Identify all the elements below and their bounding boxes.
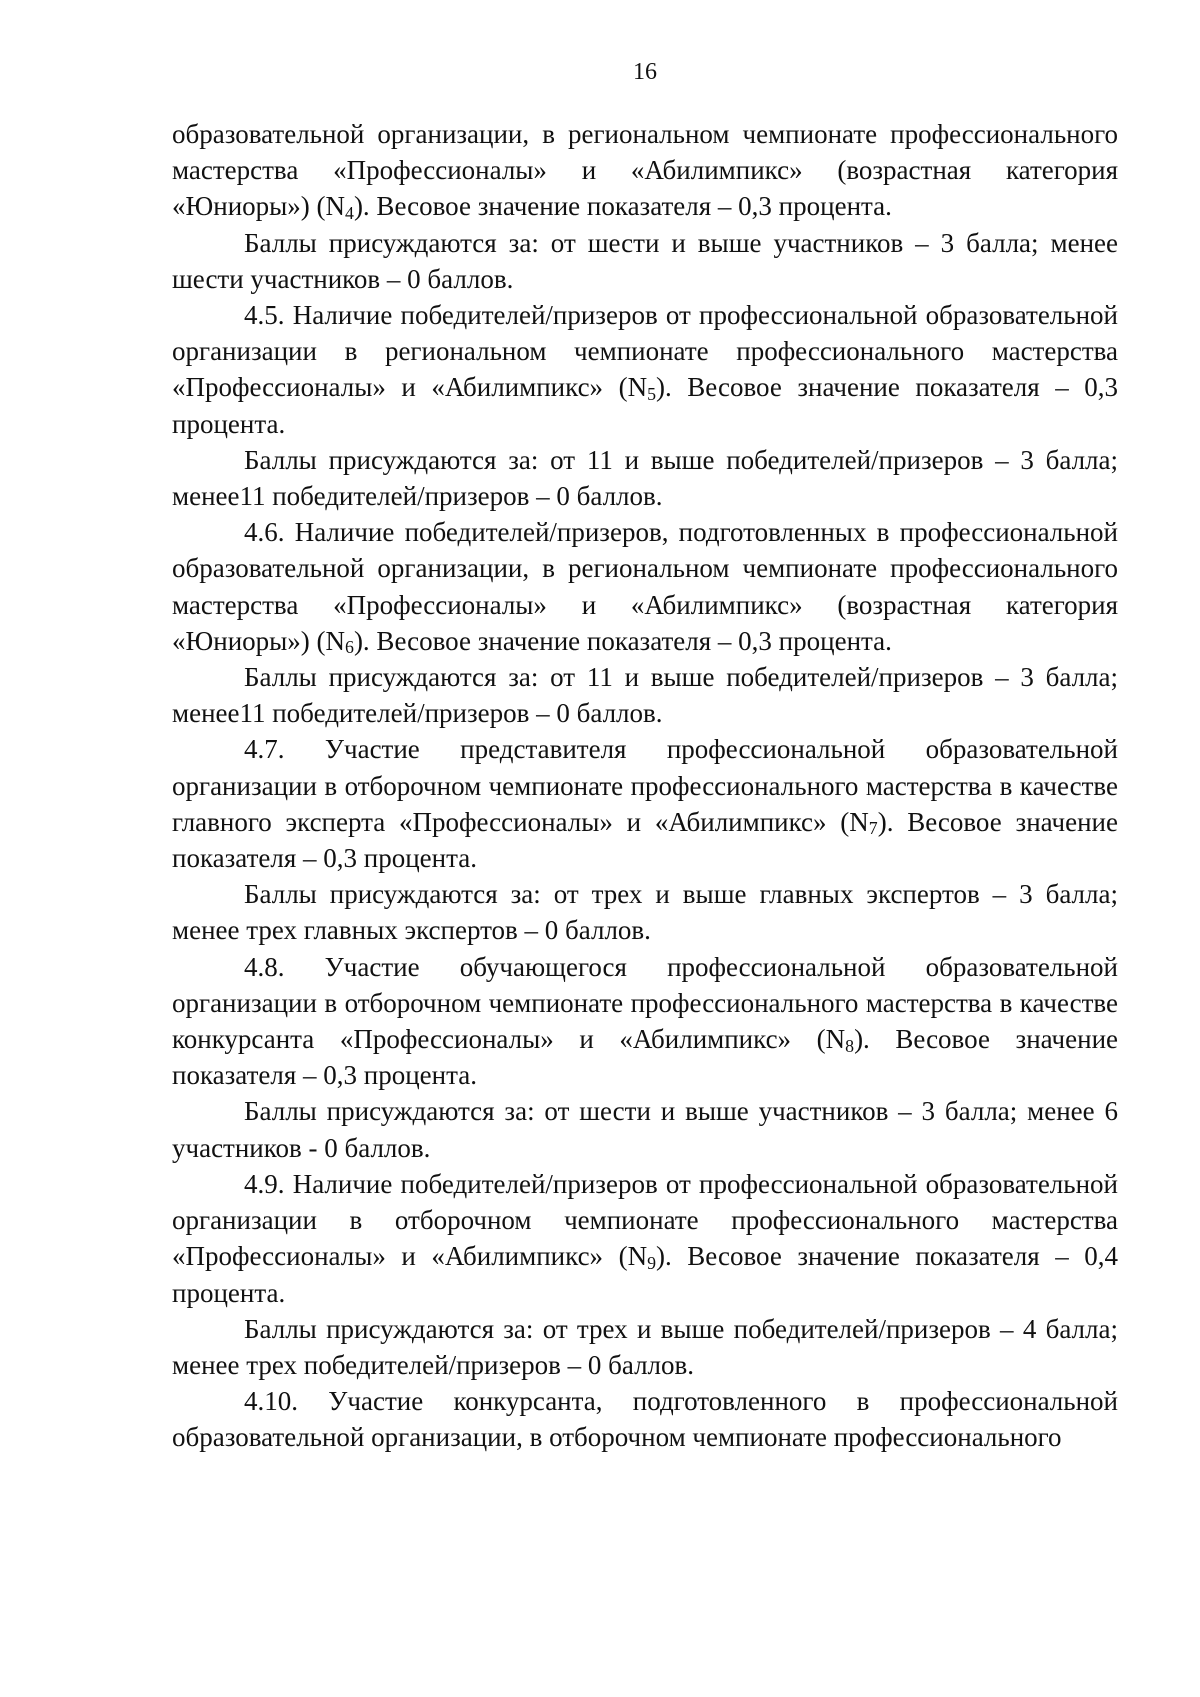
subscript-index: 9 — [647, 1252, 656, 1273]
paragraph-scoring: Баллы присуждаются за: от трех и выше победителей/призеров – 4 балла; менее трех победителей/призеров – 0 баллов. — [172, 1313, 1118, 1380]
paragraph-scoring: Баллы присуждаются за: от шести и выше участников – 3 балла; менее шести участников – 0 баллов. — [172, 227, 1118, 294]
paragraph-text: 4.8. Участие обучающегося профессиональной образовательной организации в отборочном чемпионате профессионального мастерства в качестве конкурсанта «Профессионалы» и «Абилимпикс» (N — [172, 951, 1118, 1055]
paragraph-text: 4.9. Наличие победителей/призеров от профессиональной образовательной организации в отборочном чемпионате профессионального мастерства «Профессионалы» и «Абилимпикс» (N — [172, 1168, 1118, 1272]
paragraph-item-4-7 — [172, 731, 1118, 876]
subscript-index: 4 — [345, 202, 354, 223]
paragraph-item-4-6 — [172, 514, 1118, 659]
paragraph-continuation — [172, 116, 1118, 225]
paragraph-text-tail: ). Весовое значение показателя – 0,3 процента. — [172, 806, 1118, 874]
document-body — [172, 116, 1118, 1456]
paragraph-scoring: Баллы присуждаются за: от 11 и выше победителей/призеров – 3 балла; менее11 победителей/призеров – 0 баллов. — [172, 444, 1118, 512]
paragraph-text-tail: ). Весовое значение показателя – 0,3 процента. — [353, 625, 892, 656]
paragraph-text: 4.6. Наличие победителей/призеров, подготовленных в профессиональной образовательной организации, в региональном чемпионате профессионального мастерства «Профессионалы» и «Абилимпикс» (возрастная категория «Юниоры») (N — [172, 517, 1118, 656]
paragraph-item-4-8 — [172, 949, 1118, 1094]
paragraph-text: 4.7. Участие представителя профессиональной образовательной организации в отборочном чемпионате профессионального мастерства в качестве главного эксперта «Профессионалы» и «Абилимпикс» (N — [172, 734, 1118, 837]
paragraph-scoring: Баллы присуждаются за: от шести и выше участников – 3 балла; менее 6 участников - 0 баллов. — [172, 1096, 1118, 1163]
paragraph-text-tail: ). Весовое значение показателя – 0,3 процента. — [172, 372, 1118, 439]
subscript-index: 6 — [345, 637, 354, 658]
paragraph-text-tail: ). Весовое значение показателя – 0,3 процента. — [172, 1024, 1119, 1091]
paragraph-text-tail: ). Весовое значение показателя – 0,4 процента. — [172, 1241, 1118, 1308]
paragraph-scoring: Баллы присуждаются за: от трех и выше главных экспертов – 3 балла; менее трех главных экспертов – 0 баллов. — [172, 879, 1118, 946]
paragraph-item-4-5 — [172, 297, 1118, 442]
subscript-index: 5 — [647, 383, 656, 404]
paragraph-text-tail: ). Весовое значение показателя – 0,3 процента. — [353, 191, 892, 222]
subscript-index: 8 — [845, 1035, 855, 1056]
paragraph-scoring: Баллы присуждаются за: от 11 и выше победителей/призеров – 3 балла; менее11 победителей/призеров – 0 баллов. — [172, 662, 1118, 729]
paragraph-text: образовательной организации, в региональном чемпионате профессионального мастерства «Профессионалы» и «Абилимпикс» (возрастная категория «Юниоры») (N — [172, 119, 1118, 222]
paragraph-text: 4.5. Наличие победителей/призеров от профессиональной образовательной организации в региональном чемпионате профессионального мастерства «Профессионалы» и «Абилимпикс» (N — [172, 300, 1118, 403]
page-number: 16 — [633, 59, 657, 85]
paragraph-item-4-10: 4.10. Участие конкурсанта, подготовленного в профессиональной образовательной организации, в отборочном чемпионате профессионального — [172, 1386, 1118, 1453]
paragraph-item-4-9 — [172, 1166, 1118, 1311]
subscript-index: 7 — [868, 818, 878, 839]
